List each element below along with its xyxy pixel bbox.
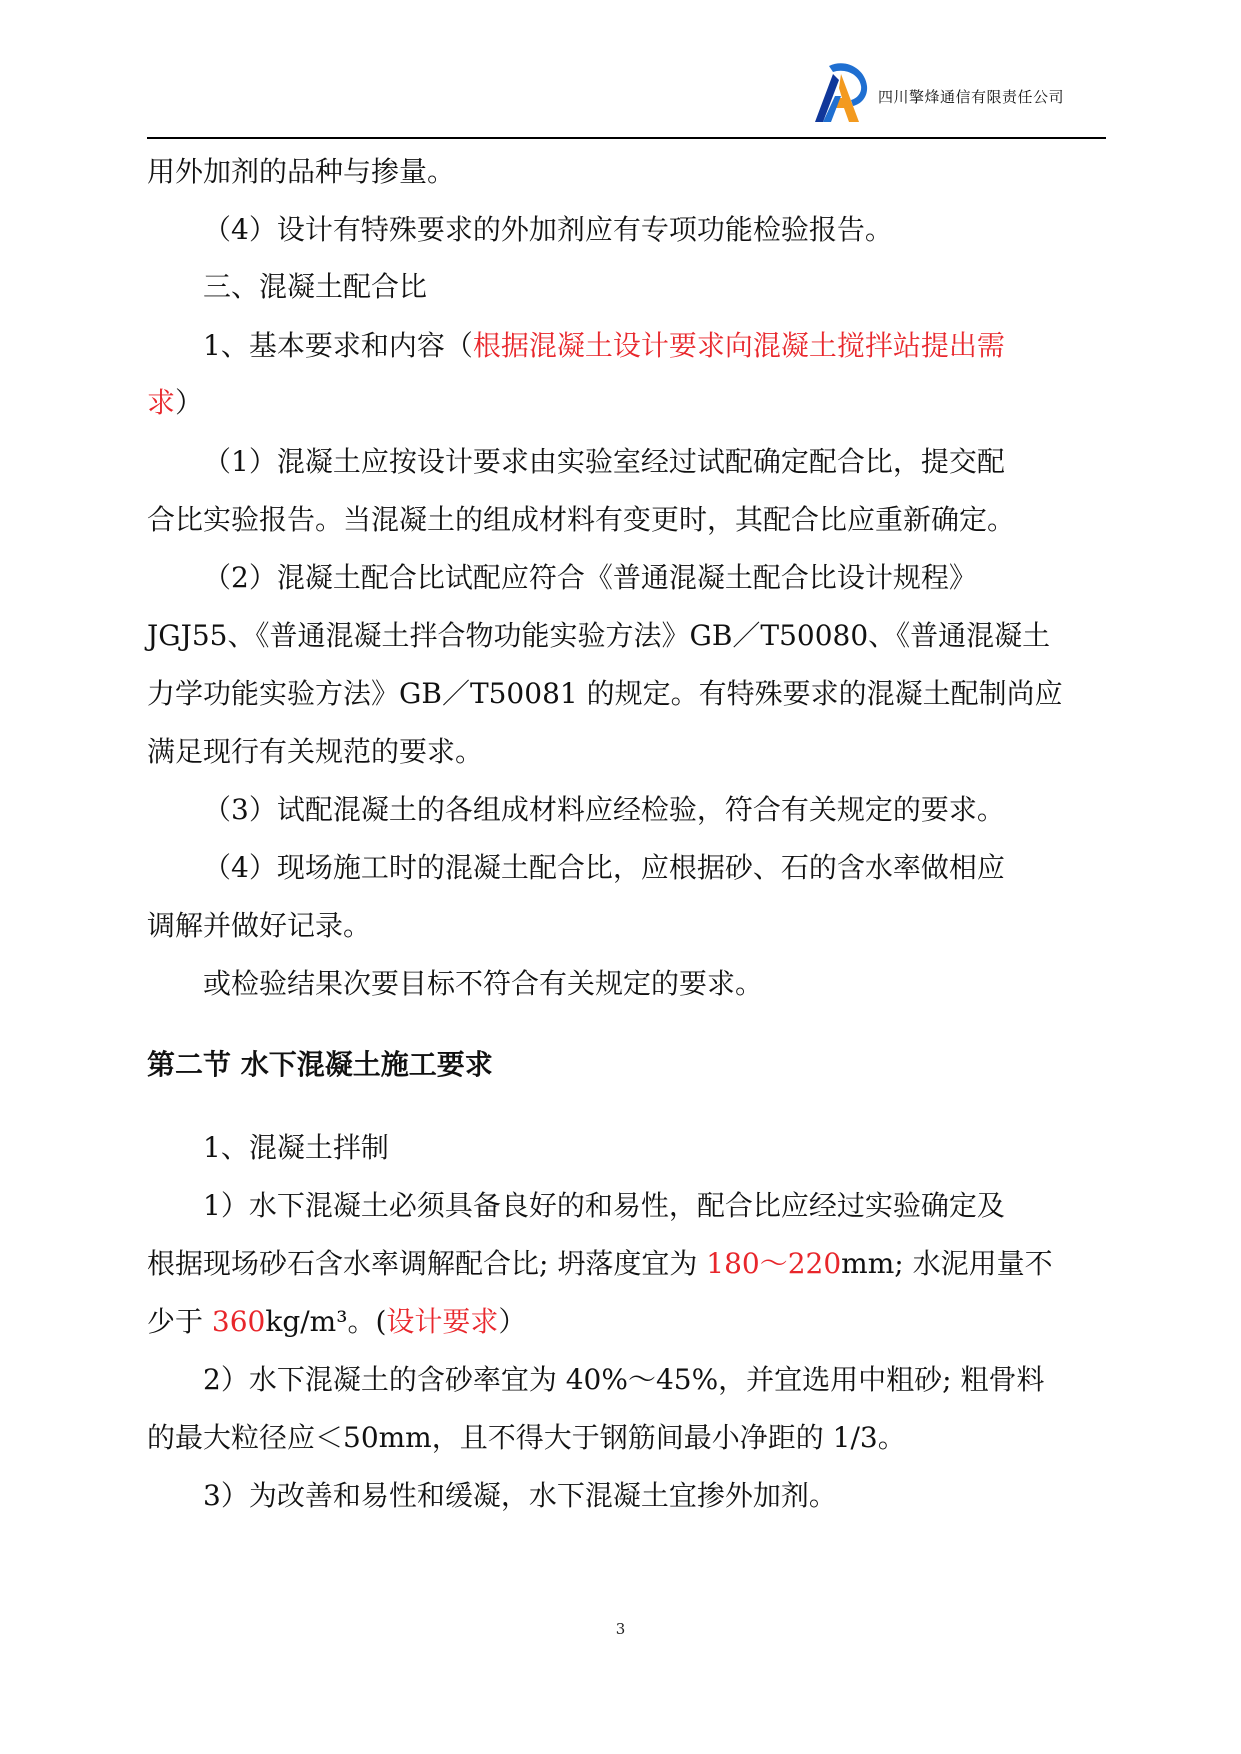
paragraph-line: 2）水下混凝土的含砂率宜为 40%～45%，并宜选用中粗砂; 粗骨料	[203, 1363, 1045, 1396]
paragraph-line: 调解并做好记录。	[147, 909, 372, 942]
paragraph-line: 3）为改善和易性和缓凝，水下混凝土宜掺外加剂。	[203, 1479, 837, 1512]
paragraph-line: 满足现行有关规范的要求。	[147, 735, 484, 768]
highlight-text: 180～220	[706, 1247, 842, 1280]
highlight-text: 设计要求	[386, 1305, 499, 1338]
page-header	[0, 0, 1241, 140]
company-name: 四川擎烽通信有限责任公司	[878, 88, 1065, 106]
paragraph-line: 合比实验报告。当混凝土的组成材料有变更时，其配合比应重新确定。	[147, 503, 1016, 536]
text-run: kg/m³。(	[265, 1305, 387, 1338]
section-heading: 第二节 水下混凝土施工要求	[147, 1048, 493, 1081]
text-run: 少于	[147, 1305, 212, 1338]
paragraph-line: 的最大粒径应＜50mm，且不得大于钢筋间最小净距的 1/3。	[147, 1421, 906, 1454]
paragraph-line: （2）混凝土配合比试配应符合《普通混凝土配合比设计规程》	[203, 561, 977, 594]
header-rule	[147, 137, 1106, 139]
highlight-text: 根据混凝土设计要求向混凝土搅拌站提出需	[472, 329, 1005, 362]
paragraph-line: （1）混凝土应按设计要求由实验室经过试配确定配合比，提交配	[203, 445, 1005, 478]
paragraph-line: 1、混凝土拌制	[203, 1131, 389, 1164]
text-run: 根据现场砂石含水率调解配合比; 坍落度宜为	[147, 1247, 707, 1280]
section-title: 三、混凝土配合比	[203, 270, 428, 303]
company-logo-icon	[815, 60, 871, 126]
paragraph-line	[147, 1302, 526, 1342]
paragraph-line: （3）试配混凝土的各组成材料应经检验，符合有关规定的要求。	[203, 793, 1005, 826]
paragraph-line: 用外加剂的品种与掺量。	[147, 155, 456, 188]
paragraph-line: 或检验结果次要目标不符合有关规定的要求。	[203, 967, 764, 1000]
highlight-text: 求	[147, 386, 176, 419]
paragraph-line: （4）设计有特殊要求的外加剂应有专项功能检验报告。	[203, 213, 893, 246]
paragraph-line: JGJ55、《普通混凝土拌合物功能实验方法》GB／T50080、《普通混凝土	[147, 619, 1051, 652]
paragraph-line	[203, 326, 1005, 366]
paragraph-line: 力学功能实验方法》GB／T50081 的规定。有特殊要求的混凝土配制尚应	[147, 677, 1063, 710]
page-number: 3	[615, 1620, 626, 1638]
paragraph-line: （4）现场施工时的混凝土配合比，应根据砂、石的含水率做相应	[203, 851, 1005, 884]
paragraph-line	[147, 383, 203, 423]
paragraph-line: 1）水下混凝土必须具备良好的和易性，配合比应经过实验确定及	[203, 1189, 1005, 1222]
highlight-text: 360	[211, 1305, 266, 1338]
text-run: 1、基本要求和内容（	[203, 329, 473, 362]
text-run: ）	[498, 1305, 527, 1338]
paragraph-line	[147, 1244, 1053, 1284]
text-run: mm; 水泥用量不	[841, 1247, 1053, 1280]
text-run: ）	[175, 386, 204, 419]
